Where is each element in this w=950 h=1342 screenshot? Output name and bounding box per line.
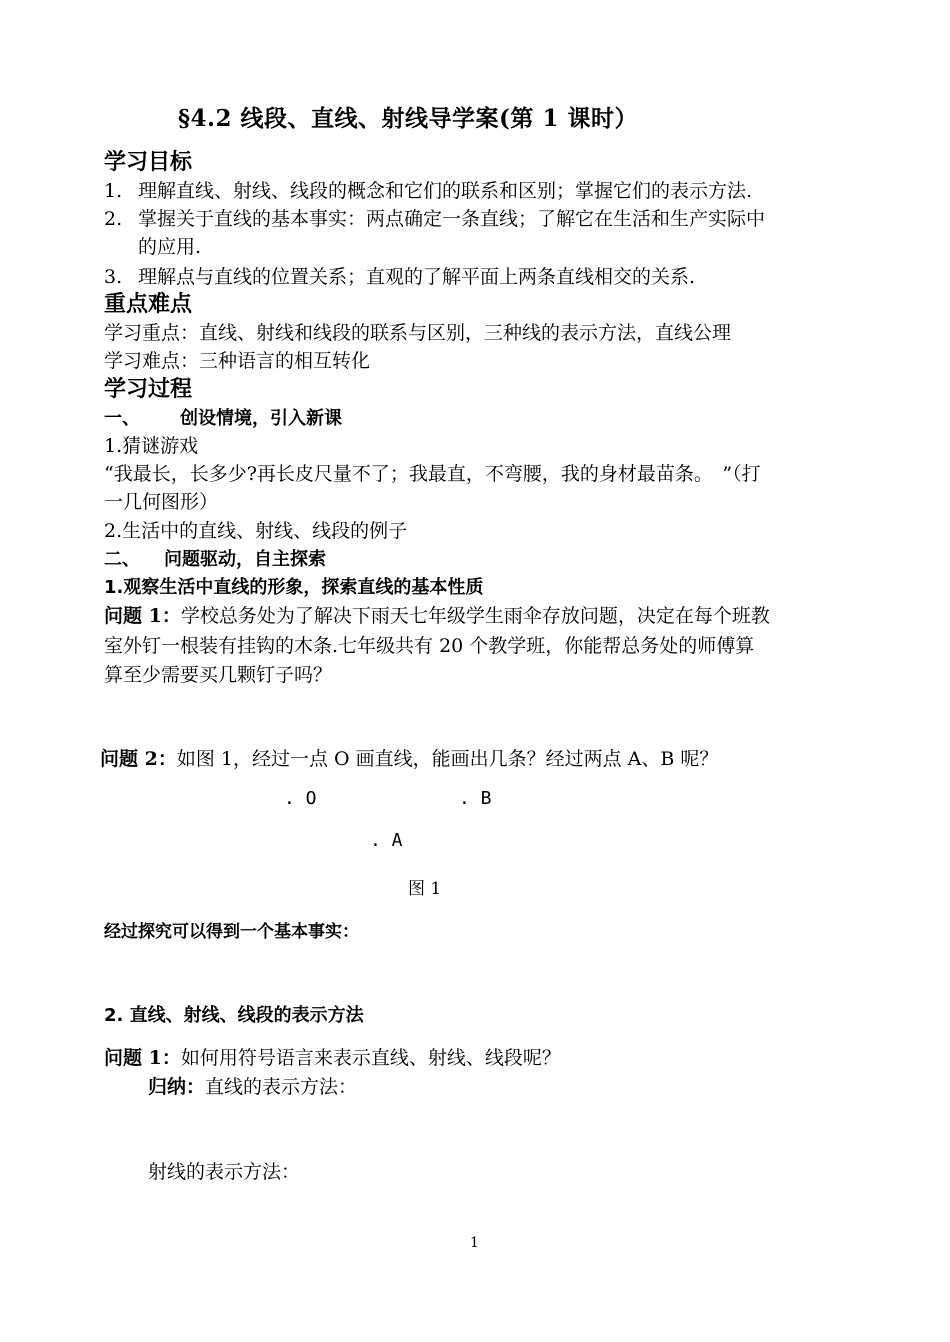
subsection-1-heading: 1.观察生活中直线的形象，探索直线的基本性质 [104, 577, 484, 598]
point-o-label: . O [284, 788, 317, 809]
difficulty-text: 学习难点：三种语言的相互转化 [104, 350, 371, 372]
riddle-line-2: 一几何图形） [104, 491, 219, 513]
question-2 [100, 744, 718, 771]
question-text: 如何用符号语言来表示直线、射线、线段呢？ [180, 1047, 561, 1069]
question-3 [104, 1043, 561, 1070]
summary-label: 归纳： [148, 1076, 206, 1098]
section-1-heading [104, 404, 342, 430]
summary-text: 直线的表示方法： [205, 1076, 358, 1098]
section-title: 问题驱动，自主探索 [164, 549, 326, 570]
subsection-2-heading: 2. 直线、射线、线段的表示方法 [104, 1005, 364, 1026]
goal-item-3 [104, 262, 695, 289]
section-2-heading [104, 545, 326, 571]
goal-item-1 [104, 176, 752, 203]
goal-number: 3. [104, 266, 123, 288]
question-text: 学校总务处为了解决下雨天七年级学生雨伞存放问题，决定在每个班教 [180, 605, 770, 627]
goals-heading: 学习目标 [104, 150, 193, 175]
goal-number: 1. [104, 180, 123, 202]
section-number: 二、 [104, 549, 140, 570]
process-heading: 学习过程 [104, 377, 193, 402]
goal-item-2-continuation: 的应用. [138, 236, 202, 258]
figure-caption: 图 1 [408, 879, 442, 899]
point-b-label: . B [459, 788, 492, 809]
riddle-label: 1.猜谜游戏 [104, 435, 199, 457]
page-number: 1 [470, 1235, 479, 1251]
goal-number: 2. [104, 208, 123, 230]
question-1-line-2: 室外钉一根装有挂钩的木条.七年级共有 20 个教学班，你能帮总务处的师傅算 [104, 635, 755, 657]
question-text: 如图 1，经过一点 O 画直线，能画出几条？经过两点 A、B 呢？ [176, 748, 719, 770]
keypoints-heading: 重点难点 [104, 292, 193, 317]
question-label: 问题 1： [104, 605, 181, 627]
examples-text: 2.生活中的直线、射线、线段的例子 [104, 520, 408, 542]
riddle-line-1: “我最长，长多少?再长皮尺量不了；我最直，不弯腰，我的身材最苗条。 ”（打 [104, 463, 761, 485]
question-1-line-1 [104, 601, 770, 628]
goal-text: 理解点与直线的位置关系；直观的了解平面上两条直线相交的关系. [138, 266, 696, 288]
page-title: §4.2 线段、直线、射线导学案(第 1 课时） [178, 105, 638, 132]
point-a-label: . A [370, 830, 403, 851]
question-label: 问题 1： [104, 1047, 181, 1069]
goal-item-2 [104, 204, 765, 231]
section-title: 创设情境，引入新课 [180, 408, 342, 429]
summary-line [148, 1072, 357, 1099]
focus-text: 学习重点：直线、射线和线段的联系与区别，三种线的表示方法，直线公理 [104, 322, 732, 344]
goal-text: 掌握关于直线的基本事实：两点确定一条直线；了解它在生活和生产实际中 [138, 208, 766, 230]
goal-text: 理解直线、射线、线段的概念和它们的联系和区别；掌握它们的表示方法. [138, 180, 753, 202]
ray-method-text: 射线的表示方法： [148, 1161, 301, 1183]
question-1-line-3: 算至少需要买几颗钉子吗？ [104, 664, 333, 686]
section-number: 一、 [104, 408, 140, 429]
question-label: 问题 2： [100, 748, 177, 770]
conclusion-text: 经过探究可以得到一个基本事实： [104, 922, 359, 942]
